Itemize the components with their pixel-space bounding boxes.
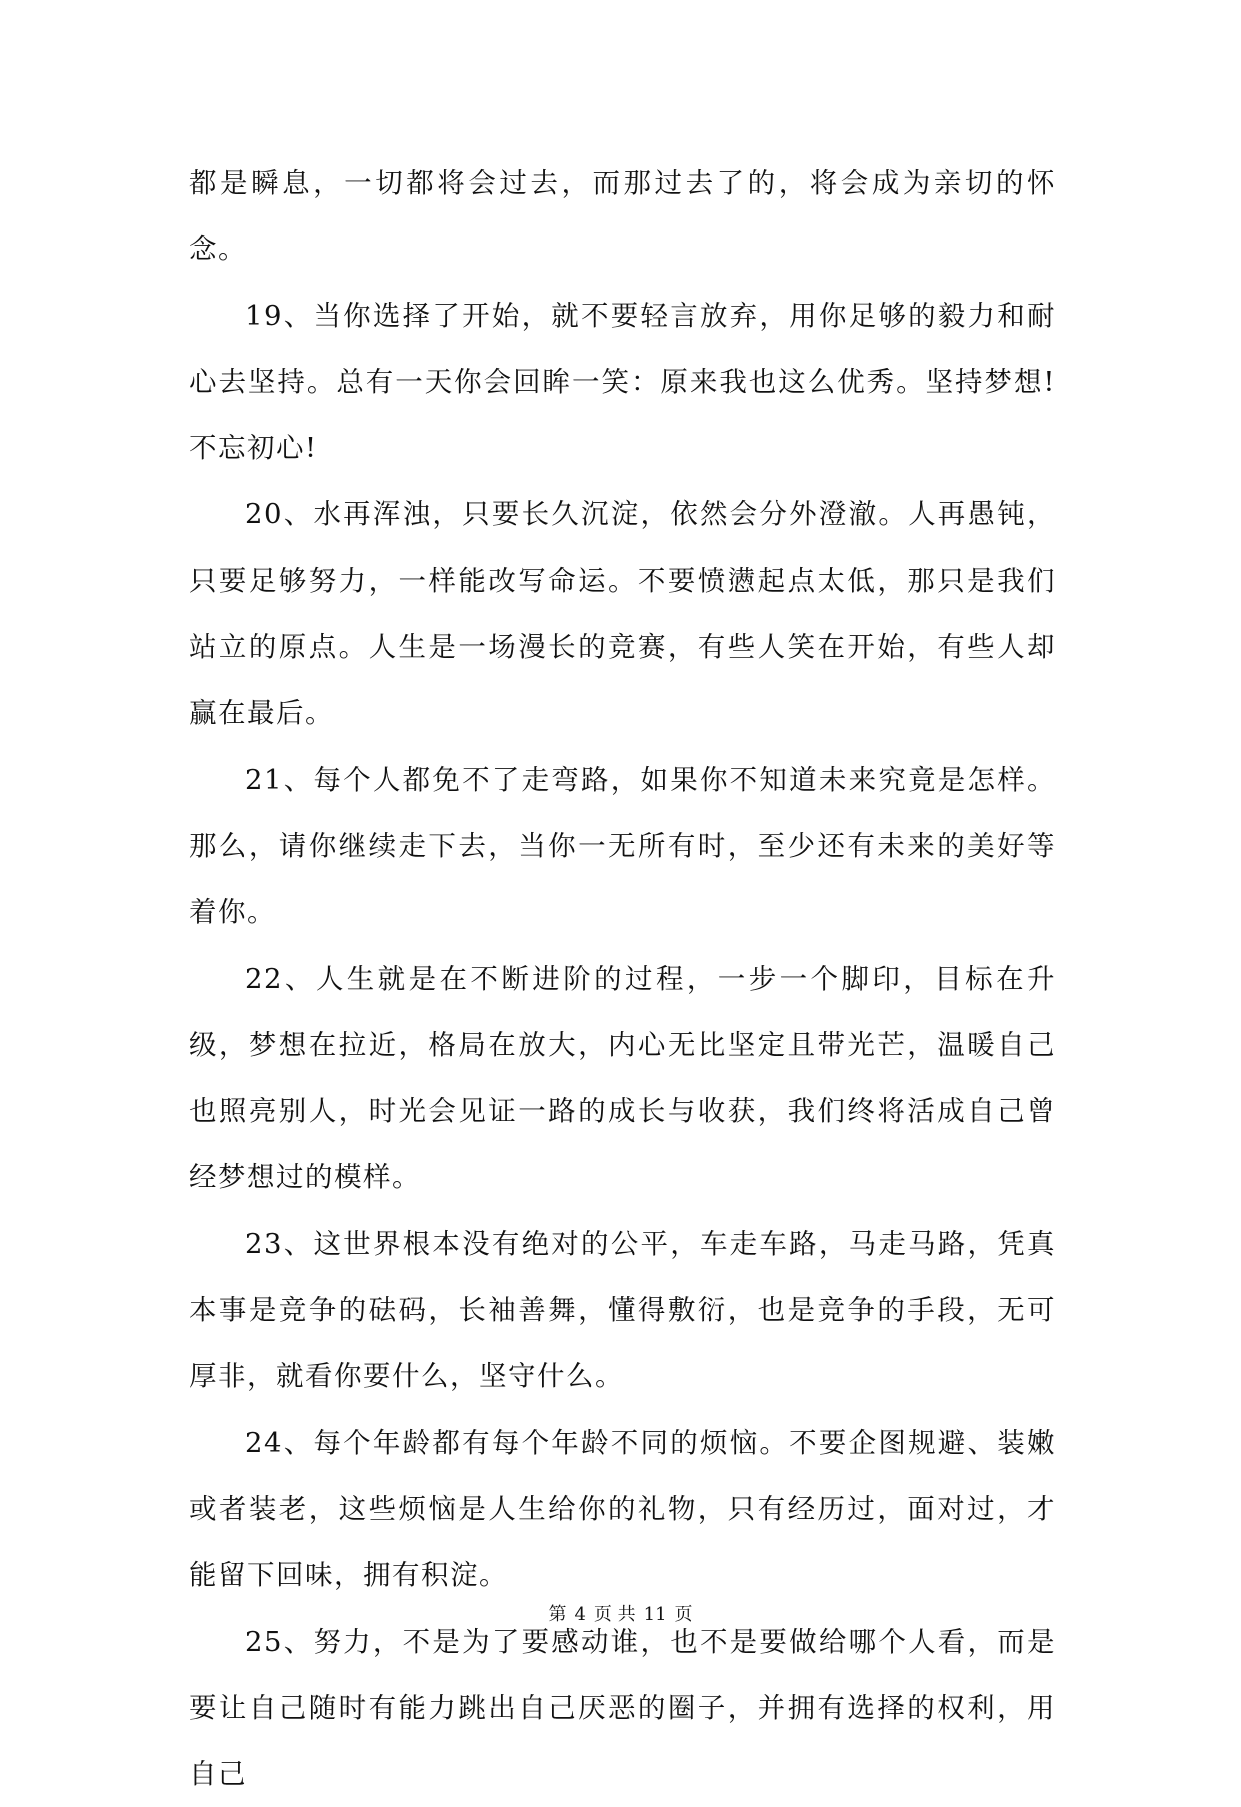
document-body (189, 150, 1056, 1807)
paragraph-item-23: 23、这世界根本没有绝对的公平，车走车路，马走马路，凭真本事是竞争的砝码，长袖善舞，懂得敷衍，也是竞争的手段，无可厚非，就看你要什么，坚守什么。 (189, 1227, 1056, 1393)
footer-prefix: 第 (548, 1604, 567, 1625)
footer-suffix: 页 (674, 1604, 693, 1625)
paragraph-continuation: 都是瞬息，一切都将会过去，而那过去了的，将会成为亲切的怀念。 (189, 167, 1056, 266)
page-footer (0, 1603, 1241, 1627)
paragraph-item-20: 20、水再浑浊，只要长久沉淀，依然会分外澄澈。人再愚钝，只要足够努力，一样能改写命运。不要愤懑起点太低，那只是我们站立的原点。人生是一场漫长的竞赛，有些人笑在开始，有些人却赢在最后。 (189, 498, 1056, 730)
total-pages-number: 11 (643, 1604, 667, 1625)
paragraph-item-22: 22、人生就是在不断进阶的过程，一步一个脚印，目标在升级，梦想在拉近，格局在放大，内心无比坚定且带光芒，温暖自己也照亮别人，时光会见证一路的成长与收获，我们终将活成自己曾经梦想过的模样。 (189, 962, 1056, 1194)
paragraph-item-19: 19、当你选择了开始，就不要轻言放弃，用你足够的毅力和耐心去坚持。总有一天你会回眸一笑：原来我也这么优秀。坚持梦想!不忘初心! (189, 299, 1056, 465)
current-page-number: 4 (574, 1604, 586, 1625)
paragraph-item-21: 21、每个人都免不了走弯路，如果你不知道未来究竟是怎样。那么，请你继续走下去，当你一无所有时，至少还有未来的美好等着你。 (189, 763, 1056, 929)
paragraph-item-25: 25、努力，不是为了要感动谁，也不是要做给哪个人看，而是要让自己随时有能力跳出自己厌恶的圈子，并拥有选择的权利，用自己 (189, 1625, 1056, 1791)
paragraph-item-24: 24、每个年龄都有每个年龄不同的烦恼。不要企图规避、装嫩或者装老，这些烦恼是人生给你的礼物，只有经历过，面对过，才能留下回味，拥有积淀。 (189, 1426, 1056, 1592)
footer-middle: 页 共 (593, 1604, 636, 1625)
